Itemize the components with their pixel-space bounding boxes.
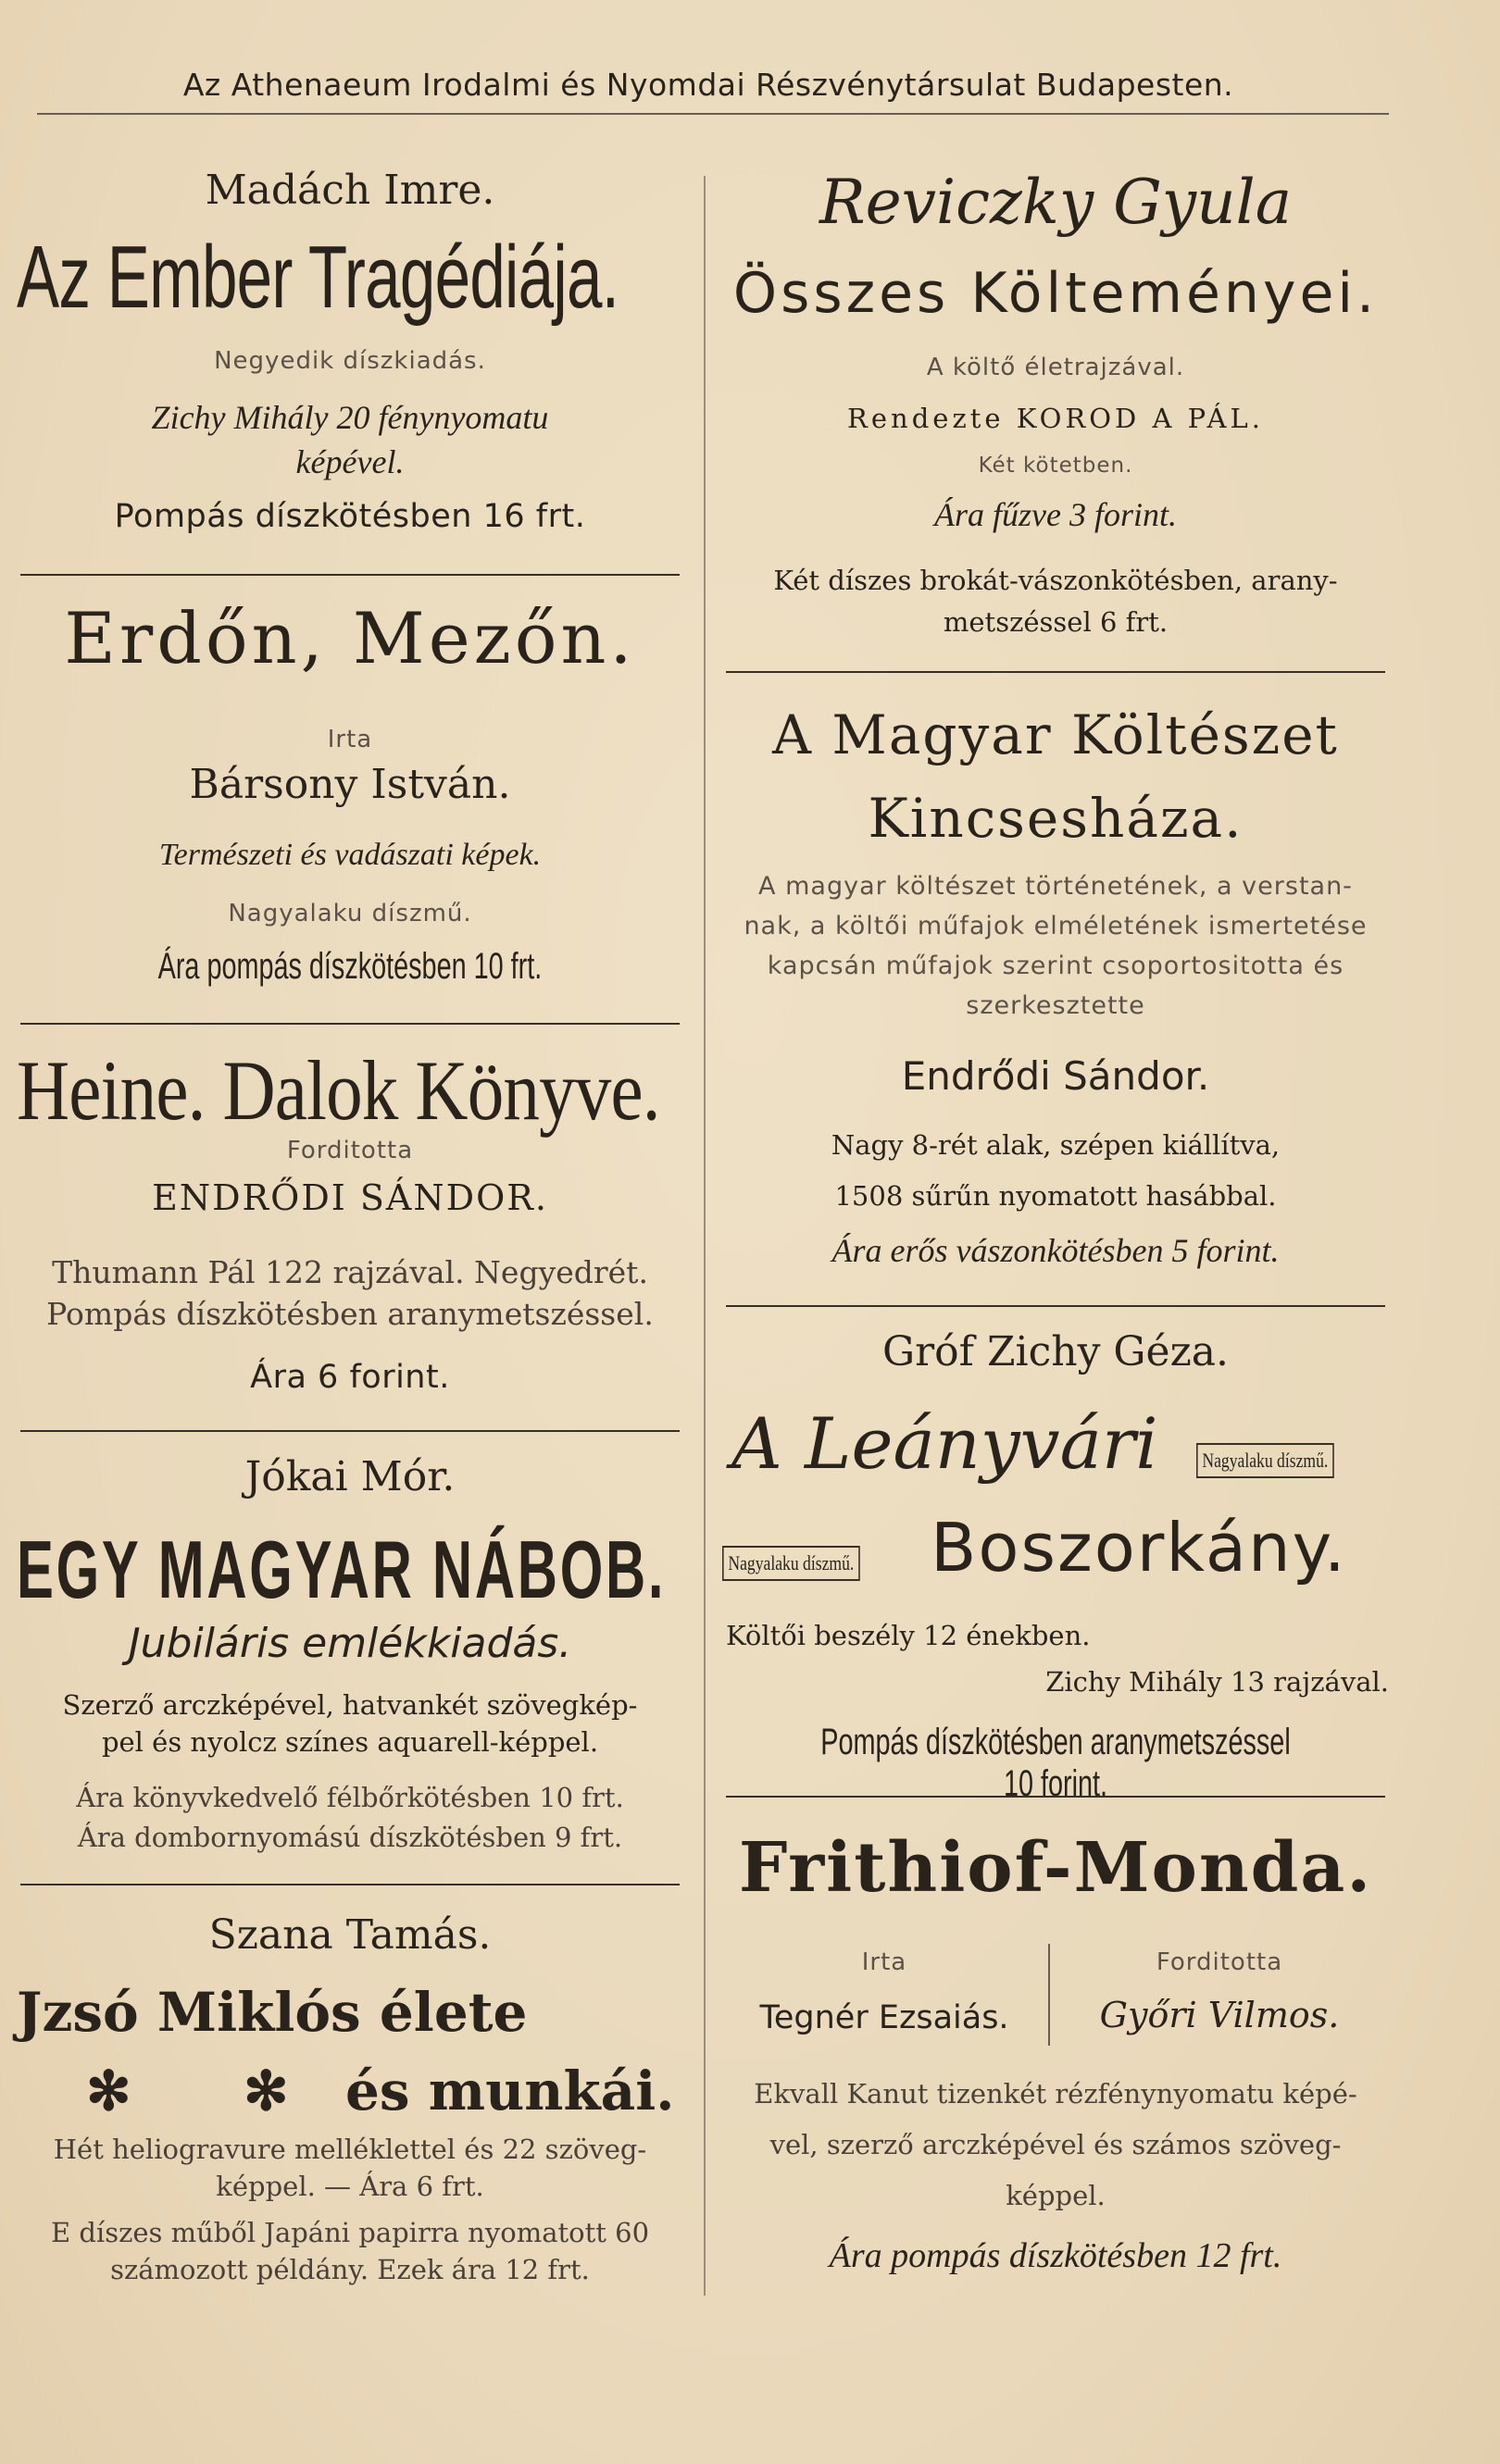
- barsony-price: Ára pompás díszkötésben 10 frt.: [157, 946, 543, 987]
- jokai-title: EGY MAGYAR NÁBOB.: [17, 1524, 667, 1615]
- kincseshaz-line1: Nagy 8-rét alak, szépen kiállítva,: [831, 1129, 1281, 1161]
- szana-title1: Jzsó Miklós élete: [17, 1981, 528, 2044]
- frithiof-irta: Irta: [861, 1948, 907, 1976]
- reviczky-bio: A költő életrajzával.: [926, 354, 1185, 381]
- column-divider: [704, 176, 706, 2296]
- frithiof-translator: Győri Vilmos.: [1099, 1995, 1340, 2035]
- szana-line2: képpel. — Ára 6 frt.: [216, 2171, 484, 2202]
- zichy-line2: Zichy Mihály 13 rajzával.: [1045, 1666, 1389, 1698]
- kincseshaz-price: Ára erős vászonkötésben 5 forint.: [831, 1232, 1280, 1269]
- madach-title: Az Ember Tragédiája.: [17, 228, 619, 327]
- section-rule: [20, 1023, 680, 1025]
- frithiof-forditotta: Forditotta: [1156, 1948, 1283, 1976]
- barsony-subtitle: Természeti és vadászati képek.: [158, 838, 542, 872]
- heine-line1: Thumann Pál 122 rajzával. Negyedrét.: [52, 1254, 648, 1290]
- format-box: Nagyalaku díszmű.: [722, 1546, 860, 1581]
- format-box: Nagyalaku díszmű.: [1196, 1443, 1334, 1478]
- section-rule: [20, 1430, 680, 1432]
- reviczky-title1: Reviczky Gyula: [819, 167, 1293, 238]
- kincseshaz-desc1: A magyar költészet történetének, a verstan-: [758, 872, 1353, 901]
- jokai-line2: pel és nyolcz színes aquarell-képpel.: [101, 1726, 599, 1758]
- madach-illus-2: képével.: [295, 443, 405, 480]
- frithiof-author: Tegnér Ezsaiás.: [759, 1999, 1009, 2036]
- frithiof-line2: vel, szerző arczképével és számos szöveg-: [769, 2129, 1342, 2160]
- zichy-price: Pompás díszkötésben aranymetszéssel 10 forint.: [820, 1722, 1291, 1804]
- frithiof-price: Ára pompás díszkötésben 12 frt.: [829, 2236, 1282, 2275]
- publisher-header: Az Athenaeum Irodalmi és Nyomdai Részvénytársulat Budapesten.: [182, 67, 1234, 103]
- zichy-title1: A Leányvári: [731, 1402, 1158, 1485]
- frithiof-line3: képpel.: [1006, 2180, 1106, 2211]
- jokai-line1: Szerző arczképével, hatvankét szövegkép-: [62, 1689, 638, 1721]
- section-rule: [726, 1305, 1385, 1307]
- kincseshaz-line2: 1508 sűrűn nyomatott hasábbal.: [834, 1180, 1277, 1212]
- barsony-price-wrap: [17, 946, 683, 988]
- barsony-format: Nagyalaku díszmű.: [228, 900, 472, 927]
- reviczky-price1: Ára fűzve 3 forint.: [934, 496, 1177, 533]
- heine-title: Heine. Dalok Könyve.: [17, 1043, 660, 1138]
- barsony-author: Bársony István.: [189, 761, 511, 808]
- jokai-title-wrap: [17, 1523, 683, 1617]
- heine-title-wrap: [17, 1041, 683, 1139]
- section-rule: [726, 1796, 1385, 1798]
- section-rule: [726, 671, 1385, 673]
- header-rule: [37, 113, 1389, 115]
- jokai-price1: Ára könyvkedvelő félbőrkötésben 10 frt.: [76, 1782, 624, 1813]
- asterisk-ornament: ✻: [86, 2060, 131, 2122]
- szana-title2: és munkái.: [345, 2060, 675, 2122]
- zichy-price-wrap: [722, 1722, 1389, 1805]
- section-rule: [20, 1884, 680, 1885]
- column-separator: [1048, 1944, 1050, 2046]
- heine-translator: ENDRŐDI SÁNDOR.: [152, 1177, 548, 1218]
- reviczky-volumes: Két kötetben.: [978, 454, 1133, 478]
- reviczky-price2a: Két díszes brokát-vászonkötésben, arany-: [773, 565, 1338, 596]
- jokai-price2: Ára dombornyomású díszkötésben 9 frt.: [77, 1822, 623, 1853]
- heine-line2: Pompás díszkötésben aranymetszéssel.: [46, 1296, 654, 1332]
- jokai-edition: Jubiláris emlékkiadás.: [128, 1620, 572, 1667]
- reviczky-editor: Rendezte KOROD A PÁL.: [847, 403, 1264, 434]
- madach-illus-1: Zichy Mihály 20 fénynyomatu: [151, 399, 549, 436]
- kincseshaz-desc2: nak, a költői műfajok elméletének ismertetése: [744, 912, 1368, 940]
- heine-forditotta: Forditotta: [286, 1137, 414, 1164]
- madach-author: Madách Imre.: [205, 167, 495, 214]
- szana-author: Szana Tamás.: [208, 1911, 492, 1959]
- reviczky-title2: Összes Költeményei.: [732, 261, 1379, 326]
- szana-line4: számozott példány. Ezek ára 12 frt.: [110, 2254, 590, 2285]
- kincseshaz-title1: A Magyar Költészet: [772, 703, 1339, 766]
- frithiof-line1: Ekvall Kanut tizenkét rézfénynyomatu képé-: [754, 2078, 1357, 2109]
- asterisk-ornament: ✻: [244, 2060, 289, 2122]
- section-rule: [20, 574, 680, 576]
- zichy-line1: Költői beszély 12 énekben.: [726, 1620, 1091, 1651]
- zichy-title2: Boszorkány.: [931, 1509, 1347, 1587]
- heine-price: Ára 6 forint.: [250, 1359, 450, 1396]
- barsony-irta: Irta: [327, 726, 373, 753]
- barsony-title: Erdőn, Mezőn.: [64, 597, 636, 679]
- reviczky-price2b: metszéssel 6 frt.: [943, 606, 1169, 638]
- kincseshaz-title2: Kincsesháza.: [868, 787, 1244, 850]
- szana-line3: E díszes műből Japáni papirra nyomatott 60: [50, 2217, 650, 2248]
- frithiof-title: Frithiof-Monda.: [738, 1828, 1373, 1908]
- madach-price: Pompás díszkötésben 16 frt.: [114, 498, 586, 535]
- jokai-author: Jókai Mór.: [244, 1453, 456, 1500]
- szana-line1: Hét heliogravure melléklettel és 22 szöveg-: [53, 2134, 647, 2165]
- kincseshaz-editor: Endrődi Sándor.: [901, 1053, 1210, 1099]
- kincseshaz-desc4: szerkesztette: [966, 991, 1145, 1020]
- madach-title-wrap: [17, 227, 683, 329]
- kincseshaz-desc3: kapcsán műfajok szerint csoportositotta és: [767, 952, 1344, 980]
- zichy-author: Gróf Zichy Géza.: [882, 1328, 1229, 1375]
- madach-edition: Negyedik díszkiadás.: [214, 347, 486, 375]
